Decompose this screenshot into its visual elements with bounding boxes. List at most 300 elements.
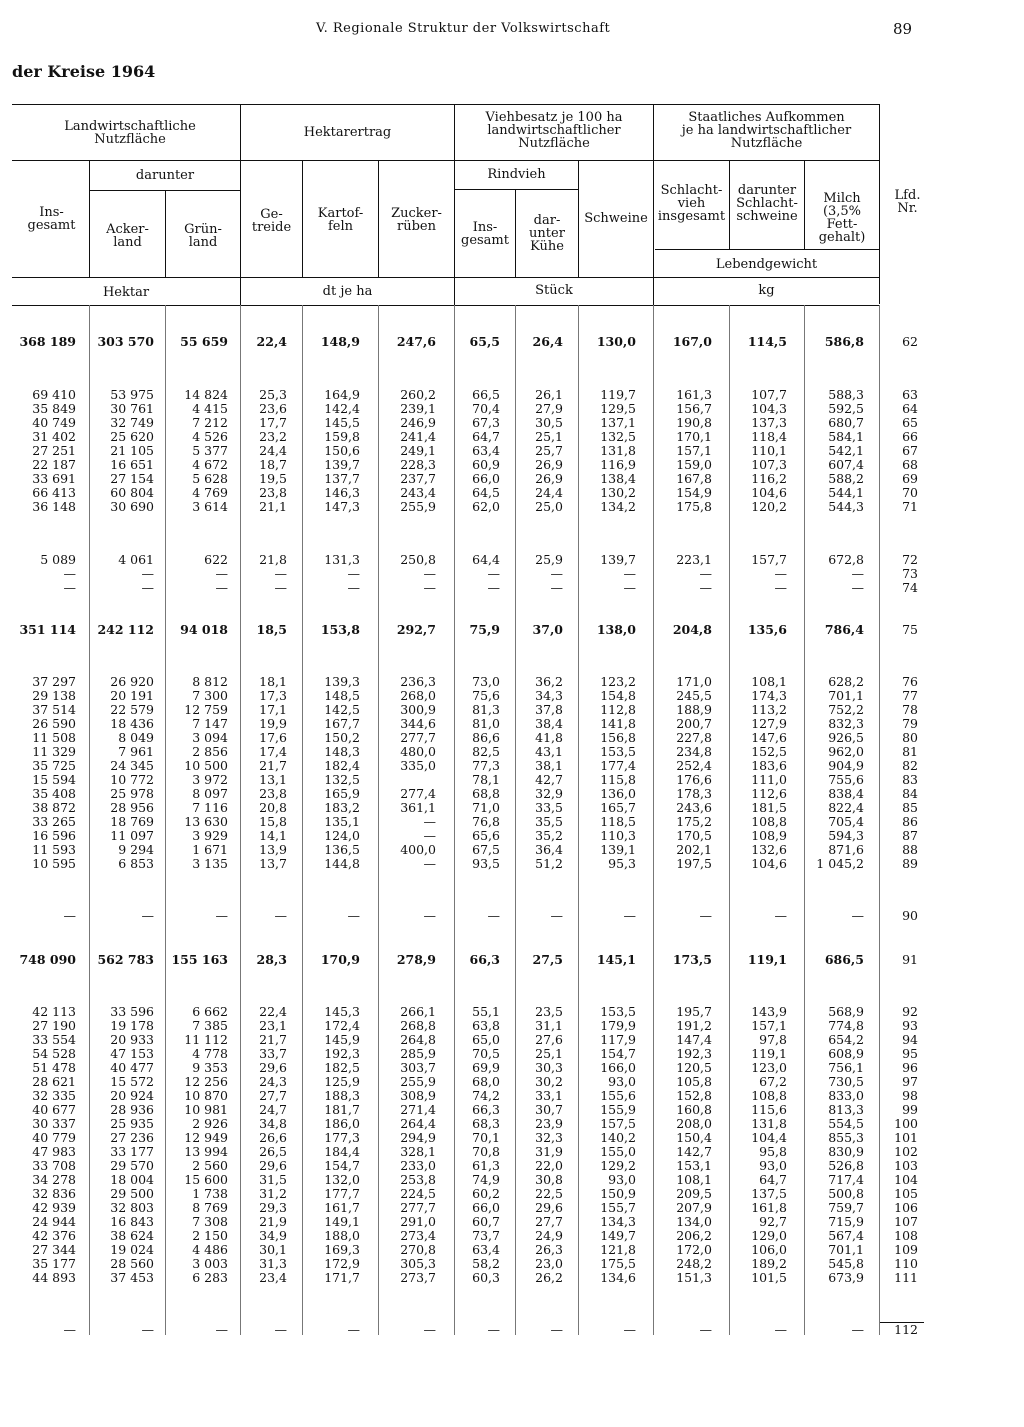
cell-schlachtschweine: 112,6 bbox=[751, 786, 787, 801]
cell-lfd-nr: 105 bbox=[894, 1186, 918, 1201]
cell-ackerland: 303 570 bbox=[97, 334, 154, 349]
cell-kuehe: 31,9 bbox=[535, 1144, 563, 1159]
cell-rindvieh-insgesamt: 93,5 bbox=[472, 856, 500, 871]
cell-zuckerrueben: — bbox=[423, 814, 436, 829]
cell-milch: 592,5 bbox=[828, 401, 864, 416]
cell-rindvieh-insgesamt: 68,8 bbox=[472, 786, 500, 801]
cell-gruenland: 13 994 bbox=[184, 1144, 228, 1159]
cell-milch: 588,2 bbox=[828, 471, 864, 486]
header-ackerland: Acker- land bbox=[106, 222, 149, 250]
cell-schlachtschweine: 189,2 bbox=[751, 1256, 787, 1271]
cell-insgesamt: 11 329 bbox=[32, 744, 76, 759]
cell-kuehe: 37,8 bbox=[535, 702, 563, 717]
cell-zuckerrueben: 268,0 bbox=[400, 688, 436, 703]
cell-schweine: 121,8 bbox=[600, 1242, 636, 1257]
cell-gruenland: 2 856 bbox=[192, 744, 228, 759]
cell-kartoffeln: 172,9 bbox=[324, 1256, 360, 1271]
cell-schlachtvieh: 248,2 bbox=[676, 1256, 712, 1271]
cell-milch: 926,5 bbox=[828, 730, 864, 745]
cell-kartoffeln: 161,7 bbox=[324, 1200, 360, 1215]
cell-schlachtvieh: 171,0 bbox=[676, 674, 712, 689]
cell-milch: 628,2 bbox=[828, 674, 864, 689]
cell-gruenland: 10 870 bbox=[184, 1088, 228, 1103]
cell-milch: 822,4 bbox=[828, 800, 864, 815]
cell-schweine: 123,2 bbox=[600, 674, 636, 689]
cell-milch: 542,1 bbox=[828, 443, 864, 458]
cell-getreide: 24,4 bbox=[259, 443, 287, 458]
cell-schweine: 155,0 bbox=[600, 1144, 636, 1159]
cell-getreide: — bbox=[274, 1322, 287, 1337]
cell-getreide: 26,5 bbox=[259, 1144, 287, 1159]
cell-kuehe: 30,2 bbox=[535, 1074, 563, 1089]
cell-lfd-nr: 76 bbox=[902, 674, 918, 689]
cell-getreide: 17,6 bbox=[259, 730, 287, 745]
cell-rindvieh-insgesamt: 78,1 bbox=[472, 772, 500, 787]
cell-insgesamt: 26 590 bbox=[32, 716, 76, 731]
cell-insgesamt: 33 708 bbox=[32, 1158, 76, 1173]
cell-zuckerrueben: 291,0 bbox=[400, 1214, 436, 1229]
cell-schlachtvieh: 227,8 bbox=[676, 730, 712, 745]
cell-rindvieh-insgesamt: 63,8 bbox=[472, 1018, 500, 1033]
cell-gruenland: 5 628 bbox=[192, 471, 228, 486]
cell-schlachtvieh: 188,9 bbox=[676, 702, 712, 717]
cell-schlachtschweine: 118,4 bbox=[751, 429, 787, 444]
cell-insgesamt: 30 337 bbox=[32, 1116, 76, 1131]
cell-zuckerrueben: 278,9 bbox=[396, 952, 436, 967]
cell-milch: 813,3 bbox=[828, 1102, 864, 1117]
cell-ackerland: 20 191 bbox=[110, 688, 154, 703]
cell-lfd-nr: 94 bbox=[902, 1032, 918, 1047]
cell-insgesamt: 28 621 bbox=[32, 1074, 76, 1089]
cell-schlachtvieh: 243,6 bbox=[676, 800, 712, 815]
cell-zuckerrueben: 273,4 bbox=[400, 1228, 436, 1243]
cell-milch: — bbox=[851, 566, 864, 581]
cell-ackerland: 37 453 bbox=[110, 1270, 154, 1285]
cell-zuckerrueben: 249,1 bbox=[400, 443, 436, 458]
cell-zuckerrueben: 328,1 bbox=[400, 1144, 436, 1159]
cell-schlachtvieh: 151,3 bbox=[676, 1270, 712, 1285]
cell-kuehe: 22,0 bbox=[535, 1158, 563, 1173]
cell-ackerland: 22 579 bbox=[110, 702, 154, 717]
header-milch: Milch (3,5% Fett- gehalt) bbox=[818, 191, 866, 245]
cell-kuehe: 24,9 bbox=[535, 1228, 563, 1243]
cell-schlachtvieh: 195,7 bbox=[676, 1004, 712, 1019]
cell-lfd-nr: 108 bbox=[894, 1228, 918, 1243]
cell-gruenland: 9 353 bbox=[192, 1060, 228, 1075]
cell-gruenland: 4 769 bbox=[192, 485, 228, 500]
cell-lfd-nr: 88 bbox=[902, 842, 918, 857]
cell-schlachtvieh: 152,8 bbox=[676, 1088, 712, 1103]
cell-lfd-nr: 99 bbox=[902, 1102, 918, 1117]
cell-schlachtvieh: 150,4 bbox=[676, 1130, 712, 1145]
cell-insgesamt: 15 594 bbox=[32, 772, 76, 787]
cell-rindvieh-insgesamt: — bbox=[487, 580, 500, 595]
cell-kartoffeln: 135,1 bbox=[324, 814, 360, 829]
header-viehbesatz: Viehbesatz je 100 ha landwirtschaftlicher Nutzfläche bbox=[485, 110, 623, 151]
cell-schweine: 130,0 bbox=[596, 334, 636, 349]
cell-getreide: 31,3 bbox=[259, 1256, 287, 1271]
cell-zuckerrueben: — bbox=[423, 566, 436, 581]
cell-rindvieh-insgesamt: — bbox=[487, 566, 500, 581]
cell-schweine: 153,5 bbox=[600, 1004, 636, 1019]
cell-kartoffeln: 132,5 bbox=[324, 772, 360, 787]
cell-kartoffeln: — bbox=[347, 566, 360, 581]
cell-schlachtvieh: 204,8 bbox=[672, 622, 712, 637]
cell-schlachtschweine: 108,9 bbox=[751, 828, 787, 843]
cell-ackerland: 16 843 bbox=[110, 1214, 154, 1229]
cell-lfd-nr: 83 bbox=[902, 772, 918, 787]
cell-rindvieh-insgesamt: 68,0 bbox=[472, 1074, 500, 1089]
cell-lfd-nr: 91 bbox=[902, 952, 918, 967]
cell-gruenland: 6 662 bbox=[192, 1004, 228, 1019]
cell-kuehe: 36,2 bbox=[535, 674, 563, 689]
cell-schweine: 134,2 bbox=[600, 499, 636, 514]
cell-schlachtschweine: 161,8 bbox=[751, 1200, 787, 1215]
unit-hektar: Hektar bbox=[102, 285, 150, 300]
cell-kuehe: 36,4 bbox=[535, 842, 563, 857]
cell-milch: 705,4 bbox=[828, 814, 864, 829]
cell-getreide: 21,9 bbox=[259, 1214, 287, 1229]
cell-insgesamt: 351 114 bbox=[19, 622, 76, 637]
cell-lfd-nr: 69 bbox=[902, 471, 918, 486]
header-zuckerrueben: Zucker- rüben bbox=[391, 206, 442, 234]
cell-schlachtvieh: 167,8 bbox=[676, 471, 712, 486]
cell-lfd-nr: 66 bbox=[902, 429, 918, 444]
cell-zuckerrueben: — bbox=[423, 1322, 436, 1337]
cell-schweine: 166,0 bbox=[600, 1060, 636, 1075]
cell-zuckerrueben: 250,8 bbox=[400, 552, 436, 567]
cell-lfd-nr: 104 bbox=[894, 1172, 918, 1187]
cell-insgesamt: 35 408 bbox=[32, 786, 76, 801]
cell-kuehe: 23,9 bbox=[535, 1116, 563, 1131]
cell-milch: 607,4 bbox=[828, 457, 864, 472]
cell-ackerland: 25 620 bbox=[110, 429, 154, 444]
cell-kuehe: — bbox=[550, 566, 563, 581]
cell-schlachtschweine: 104,4 bbox=[751, 1130, 787, 1145]
cell-rindvieh-insgesamt: 70,1 bbox=[472, 1130, 500, 1145]
cell-kuehe: 51,2 bbox=[535, 856, 563, 871]
cell-ackerland: 24 345 bbox=[110, 758, 154, 773]
cell-milch: 962,0 bbox=[828, 744, 864, 759]
cell-lfd-nr: 63 bbox=[902, 387, 918, 402]
cell-getreide: 17,1 bbox=[259, 702, 287, 717]
cell-rindvieh-insgesamt: — bbox=[487, 1322, 500, 1337]
cell-milch: 701,1 bbox=[828, 1242, 864, 1257]
cell-kuehe: 22,5 bbox=[535, 1186, 563, 1201]
cell-kartoffeln: 144,8 bbox=[324, 856, 360, 871]
cell-lfd-nr: 100 bbox=[894, 1116, 918, 1131]
cell-rindvieh-insgesamt: 74,9 bbox=[472, 1172, 500, 1187]
cell-gruenland: 1 738 bbox=[192, 1186, 228, 1201]
cell-kartoffeln: 188,0 bbox=[324, 1228, 360, 1243]
cell-getreide: 23,4 bbox=[259, 1270, 287, 1285]
cell-getreide: 15,8 bbox=[259, 814, 287, 829]
cell-rindvieh-insgesamt: 77,3 bbox=[472, 758, 500, 773]
cell-schlachtvieh: — bbox=[699, 908, 712, 923]
cell-kartoffeln: 177,3 bbox=[324, 1130, 360, 1145]
header-aufkommen: Staatliches Aufkommen je ha landwirtschaftlicher Nutzfläche bbox=[681, 110, 852, 151]
cell-ackerland: 562 783 bbox=[97, 952, 154, 967]
cell-zuckerrueben: 264,8 bbox=[400, 1032, 436, 1047]
cell-rindvieh-insgesamt: 64,4 bbox=[472, 552, 500, 567]
cell-milch: 554,5 bbox=[828, 1116, 864, 1131]
cell-gruenland: 8 097 bbox=[192, 786, 228, 801]
cell-schweine: 155,6 bbox=[600, 1088, 636, 1103]
cell-kuehe: 23,0 bbox=[535, 1256, 563, 1271]
cell-gruenland: 155 163 bbox=[171, 952, 228, 967]
cell-schlachtvieh: 147,4 bbox=[676, 1032, 712, 1047]
cell-ackerland: 28 936 bbox=[110, 1102, 154, 1117]
cell-milch: 904,9 bbox=[828, 758, 864, 773]
cell-gruenland: 5 377 bbox=[192, 443, 228, 458]
cell-schweine: 115,8 bbox=[600, 772, 636, 787]
cell-rindvieh-insgesamt: 63,4 bbox=[472, 443, 500, 458]
cell-schweine: 116,9 bbox=[600, 457, 636, 472]
cell-kuehe: 35,5 bbox=[535, 814, 563, 829]
cell-ackerland: 32 803 bbox=[110, 1200, 154, 1215]
cell-gruenland: 7 147 bbox=[192, 716, 228, 731]
cell-zuckerrueben: — bbox=[423, 828, 436, 843]
cell-kartoffeln: 136,5 bbox=[324, 842, 360, 857]
cell-milch: 672,8 bbox=[828, 552, 864, 567]
cell-gruenland: 4 415 bbox=[192, 401, 228, 416]
cell-schweine: 138,4 bbox=[600, 471, 636, 486]
cell-milch: 588,3 bbox=[828, 387, 864, 402]
cell-milch: 786,4 bbox=[824, 622, 864, 637]
cell-ackerland: 47 153 bbox=[110, 1046, 154, 1061]
cell-rindvieh-insgesamt: 76,8 bbox=[472, 814, 500, 829]
cell-schlachtschweine: 67,2 bbox=[759, 1074, 787, 1089]
cell-schlachtvieh: 156,7 bbox=[676, 401, 712, 416]
cell-zuckerrueben: 400,0 bbox=[400, 842, 436, 857]
cell-kuehe: 27,7 bbox=[535, 1214, 563, 1229]
cell-gruenland: 10 500 bbox=[184, 758, 228, 773]
cell-schlachtvieh: 154,9 bbox=[676, 485, 712, 500]
cell-rindvieh-insgesamt: 73,0 bbox=[472, 674, 500, 689]
cell-kuehe: 43,1 bbox=[535, 744, 563, 759]
cell-schlachtschweine: 131,8 bbox=[751, 1116, 787, 1131]
cell-schweine: 165,7 bbox=[600, 800, 636, 815]
cell-ackerland: 27 154 bbox=[110, 471, 154, 486]
header-hektarertrag: Hektarertrag bbox=[303, 125, 392, 140]
cell-lfd-nr: 89 bbox=[902, 856, 918, 871]
cell-kuehe: 33,5 bbox=[535, 800, 563, 815]
cell-milch: 586,8 bbox=[824, 334, 864, 349]
cell-ackerland: 10 772 bbox=[110, 772, 154, 787]
cell-kartoffeln: 182,5 bbox=[324, 1060, 360, 1075]
cell-schlachtvieh: 176,6 bbox=[676, 772, 712, 787]
cell-kartoffeln: 154,7 bbox=[324, 1158, 360, 1173]
cell-insgesamt: 11 593 bbox=[32, 842, 76, 857]
cell-schweine: 139,7 bbox=[600, 552, 636, 567]
cell-gruenland: — bbox=[215, 566, 228, 581]
cell-insgesamt: 54 528 bbox=[32, 1046, 76, 1061]
cell-rindvieh-insgesamt: 68,3 bbox=[472, 1116, 500, 1131]
cell-schlachtvieh: 192,3 bbox=[676, 1046, 712, 1061]
cell-schweine: 130,2 bbox=[600, 485, 636, 500]
cell-zuckerrueben: 277,4 bbox=[400, 786, 436, 801]
cell-insgesamt: 11 508 bbox=[32, 730, 76, 745]
cell-schlachtvieh: 245,5 bbox=[676, 688, 712, 703]
cell-schlachtschweine: 137,3 bbox=[751, 415, 787, 430]
cell-getreide: 24,3 bbox=[259, 1074, 287, 1089]
cell-kuehe: 30,7 bbox=[535, 1102, 563, 1117]
cell-insgesamt: 38 872 bbox=[32, 800, 76, 815]
header-rindvieh: Rindvieh bbox=[487, 167, 546, 182]
cell-ackerland: 30 761 bbox=[110, 401, 154, 416]
cell-zuckerrueben: 255,9 bbox=[400, 1074, 436, 1089]
cell-getreide: 31,2 bbox=[259, 1186, 287, 1201]
cell-gruenland: 3 003 bbox=[192, 1256, 228, 1271]
cell-zuckerrueben: 268,8 bbox=[400, 1018, 436, 1033]
cell-ackerland: 28 956 bbox=[110, 800, 154, 815]
cell-schweine: 150,9 bbox=[600, 1186, 636, 1201]
cell-schweine: 134,6 bbox=[600, 1270, 636, 1285]
cell-schlachtvieh: 159,0 bbox=[676, 457, 712, 472]
cell-kuehe: 23,5 bbox=[535, 1004, 563, 1019]
cell-kuehe: 27,6 bbox=[535, 1032, 563, 1047]
cell-kuehe: 42,7 bbox=[535, 772, 563, 787]
cell-insgesamt: 748 090 bbox=[19, 952, 76, 967]
cell-ackerland: 8 049 bbox=[118, 730, 154, 745]
cell-kuehe: 26,3 bbox=[535, 1242, 563, 1257]
cell-ackerland: — bbox=[141, 908, 154, 923]
cell-lfd-nr: 64 bbox=[902, 401, 918, 416]
cell-rindvieh-insgesamt: 70,8 bbox=[472, 1144, 500, 1159]
header-lfd-nr: Lfd. Nr. bbox=[894, 188, 921, 216]
header-kartoffeln: Kartof- feln bbox=[317, 206, 364, 234]
header-getreide: Ge- treide bbox=[251, 207, 292, 235]
cell-schlachtschweine: 127,9 bbox=[751, 716, 787, 731]
cell-kuehe: 25,1 bbox=[535, 429, 563, 444]
cell-milch: 755,6 bbox=[828, 772, 864, 787]
cell-insgesamt: 40 749 bbox=[32, 415, 76, 430]
cell-gruenland: 1 671 bbox=[192, 842, 228, 857]
cell-gruenland: 4 486 bbox=[192, 1242, 228, 1257]
header-kuehe: dar- unter Kühe bbox=[529, 213, 565, 254]
cell-rindvieh-insgesamt: 69,9 bbox=[472, 1060, 500, 1075]
cell-schlachtschweine: 97,8 bbox=[759, 1032, 787, 1047]
cell-schlachtschweine: 110,1 bbox=[751, 443, 787, 458]
cell-rindvieh-insgesamt: 62,0 bbox=[472, 499, 500, 514]
cell-zuckerrueben: 224,5 bbox=[400, 1186, 436, 1201]
cell-schlachtschweine: 120,2 bbox=[751, 499, 787, 514]
cell-zuckerrueben: 294,9 bbox=[400, 1130, 436, 1145]
cell-schweine: 138,0 bbox=[596, 622, 636, 637]
cell-milch: 567,4 bbox=[828, 1228, 864, 1243]
cell-schlachtvieh: 142,7 bbox=[676, 1144, 712, 1159]
cell-schlachtschweine: 135,6 bbox=[747, 622, 787, 637]
cell-gruenland: — bbox=[215, 580, 228, 595]
cell-schlachtschweine: 104,3 bbox=[751, 401, 787, 416]
cell-rindvieh-insgesamt: 70,5 bbox=[472, 1046, 500, 1061]
cell-getreide: 23,6 bbox=[259, 401, 287, 416]
cell-zuckerrueben: 308,9 bbox=[400, 1088, 436, 1103]
cell-insgesamt: 10 595 bbox=[32, 856, 76, 871]
cell-gruenland: 2 150 bbox=[192, 1228, 228, 1243]
cell-lfd-nr: 67 bbox=[902, 443, 918, 458]
cell-kartoffeln: 167,7 bbox=[324, 716, 360, 731]
cell-kartoffeln: 145,3 bbox=[324, 1004, 360, 1019]
cell-milch: 526,8 bbox=[828, 1158, 864, 1173]
cell-schweine: 156,8 bbox=[600, 730, 636, 745]
cell-kartoffeln: 192,3 bbox=[324, 1046, 360, 1061]
cell-schlachtvieh: 153,1 bbox=[676, 1158, 712, 1173]
cell-kartoffeln: — bbox=[347, 908, 360, 923]
cell-gruenland: 10 981 bbox=[184, 1102, 228, 1117]
cell-schlachtschweine: 114,5 bbox=[747, 334, 787, 349]
cell-schlachtschweine: — bbox=[774, 566, 787, 581]
cell-getreide: 23,8 bbox=[259, 485, 287, 500]
cell-schweine: 136,0 bbox=[600, 786, 636, 801]
cell-schlachtschweine: 107,3 bbox=[751, 457, 787, 472]
cell-gruenland: 15 600 bbox=[184, 1172, 228, 1187]
cell-rindvieh-insgesamt: 71,0 bbox=[472, 800, 500, 815]
cell-schlachtschweine: 137,5 bbox=[751, 1186, 787, 1201]
cell-kuehe: 25,7 bbox=[535, 443, 563, 458]
cell-kartoffeln: 184,4 bbox=[324, 1144, 360, 1159]
cell-insgesamt: 29 138 bbox=[32, 688, 76, 703]
cell-milch: 855,3 bbox=[828, 1130, 864, 1145]
cell-lfd-nr: 92 bbox=[902, 1004, 918, 1019]
cell-schweine: 157,5 bbox=[600, 1116, 636, 1131]
cell-insgesamt: 27 251 bbox=[32, 443, 76, 458]
cell-gruenland: 4 526 bbox=[192, 429, 228, 444]
cell-rindvieh-insgesamt: — bbox=[487, 908, 500, 923]
cell-ackerland: 28 560 bbox=[110, 1256, 154, 1271]
cell-insgesamt: 37 514 bbox=[32, 702, 76, 717]
cell-getreide: 23,8 bbox=[259, 786, 287, 801]
cell-kuehe: 24,4 bbox=[535, 485, 563, 500]
cell-gruenland: 7 212 bbox=[192, 415, 228, 430]
cell-schlachtvieh: 202,1 bbox=[676, 842, 712, 857]
cell-ackerland: 40 477 bbox=[110, 1060, 154, 1075]
cell-kuehe: 32,3 bbox=[535, 1130, 563, 1145]
cell-milch: 717,4 bbox=[828, 1172, 864, 1187]
cell-kuehe: 25,1 bbox=[535, 1046, 563, 1061]
cell-getreide: — bbox=[274, 580, 287, 595]
cell-gruenland: — bbox=[215, 1322, 228, 1337]
cell-insgesamt: 35 849 bbox=[32, 401, 76, 416]
cell-lfd-nr: 65 bbox=[902, 415, 918, 430]
cell-insgesamt: 368 189 bbox=[19, 334, 76, 349]
cell-rindvieh-insgesamt: 67,3 bbox=[472, 415, 500, 430]
cell-insgesamt: 40 779 bbox=[32, 1130, 76, 1145]
cell-lfd-nr: 75 bbox=[902, 622, 918, 637]
cell-getreide: 13,7 bbox=[259, 856, 287, 871]
cell-rindvieh-insgesamt: 65,0 bbox=[472, 1032, 500, 1047]
cell-insgesamt: 32 836 bbox=[32, 1186, 76, 1201]
page-number: 89 bbox=[893, 20, 913, 38]
cell-rindvieh-insgesamt: 67,5 bbox=[472, 842, 500, 857]
cell-schlachtschweine: 157,7 bbox=[751, 552, 787, 567]
cell-getreide: 13,9 bbox=[259, 842, 287, 857]
cell-ackerland: 33 177 bbox=[110, 1144, 154, 1159]
cell-insgesamt: 42 113 bbox=[32, 1004, 76, 1019]
cell-schlachtschweine: — bbox=[774, 580, 787, 595]
cell-kartoffeln: 147,3 bbox=[324, 499, 360, 514]
cell-insgesamt: 35 725 bbox=[32, 758, 76, 773]
cell-schlachtvieh: 108,1 bbox=[676, 1172, 712, 1187]
cell-kartoffeln: 159,8 bbox=[324, 429, 360, 444]
cell-zuckerrueben: 266,1 bbox=[400, 1004, 436, 1019]
cell-insgesamt: 31 402 bbox=[32, 429, 76, 444]
cell-rindvieh-insgesamt: 65,5 bbox=[469, 334, 500, 349]
cell-lfd-nr: 103 bbox=[894, 1158, 918, 1173]
cell-ackerland: 29 570 bbox=[110, 1158, 154, 1173]
cell-getreide: 22,4 bbox=[256, 334, 287, 349]
cell-ackerland: 7 961 bbox=[118, 744, 154, 759]
